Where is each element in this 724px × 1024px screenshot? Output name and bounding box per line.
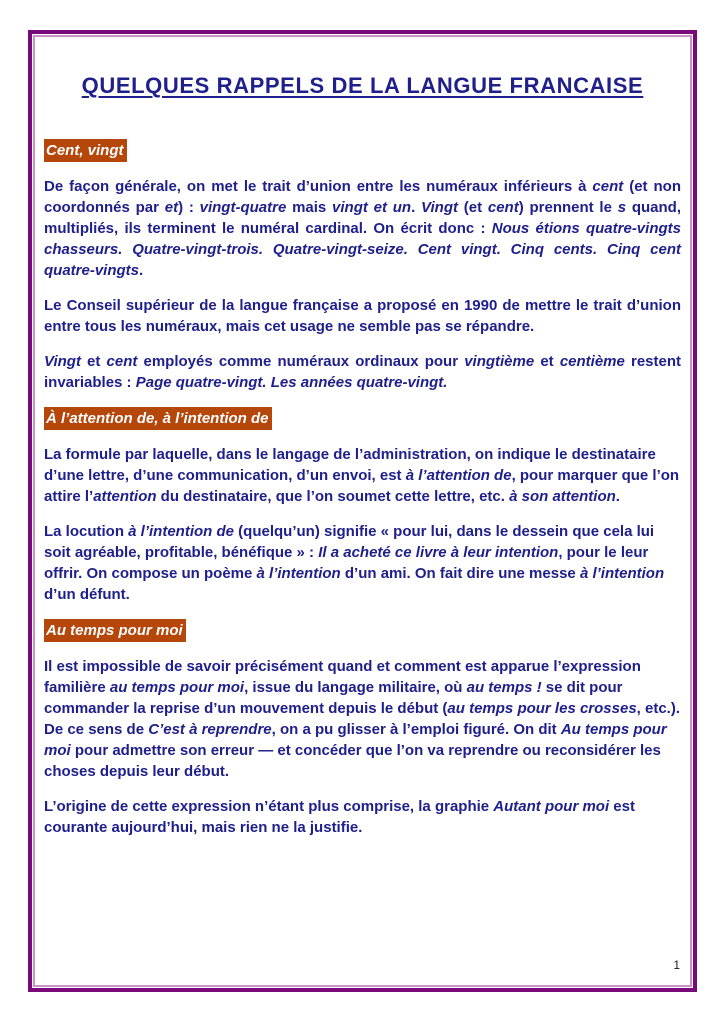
paragraph-locution-intention: La locution à l’intention de (quelqu’un) signifie « pour lui, dans le dessein que cela lui soit agréable, profitable, bénéfique » : Il a acheté ce livre à leur intention, pour le leur offrir. On compose un poème à l’intention d’un ami. On fait dire une messe à l’intention d’un défunt. [44,523,665,603]
document-content [35,37,690,985]
paragraph-trait-union: De façon générale, on met le trait d’union entre les numéraux inférieurs à cent (et non coordonnés par et) : vingt-quatre mais vingt et un. Vingt (et cent) prennent le s quand, multipliés, ils terminent le numéral cardinal. On écrit donc : Nous étions quatre-vingts chasseurs. Quatre-vingt-trois. Quatre-vingt-seize. Cent vingt. Cinq cents. Cinq cent quatre-vingts. [44,178,682,279]
page-border [28,30,697,992]
page-border-inner [33,35,692,987]
section-heading-label: Cent, vingt [44,139,127,162]
paragraph-expression-militaire: Il est impossible de savoir précisément quand et comment est apparue l’expression familière au temps pour moi, issue du langage militaire, où au temps ! se dit pour commander la reprise d’un mouvement depuis le début (au temps pour les crosses, etc.). De ce sens de C’est à reprendre, on a pu glisser à l’emploi figuré. On dit Au temps pour moi pour admettre son erreur — et concéder que l’on va reprendre ou reconsidérer les choses depuis leur début. [44,658,681,780]
document-title: QUELQUES RAPPELS DE LA LANGUE FRANCAISE [81,73,644,98]
section-heading-label: Au temps pour moi [44,619,186,642]
paragraph-numeraux-ordinaux: Vingt et cent employés comme numéraux ordinaux pour vingtième et centième restent invariables : Page quatre-vingt. Les années quatre-vingt. [44,353,681,391]
section-heading-attention-intention [44,407,681,430]
page-number: 1 [673,958,680,972]
paragraph-autant-pour-moi: L’origine de cette expression n’étant plus comprise, la graphie Autant pour moi est courante aujourd’hui, mais rien ne la justifie. [44,798,635,836]
section-heading-cent-vingt [44,139,681,162]
section-heading-au-temps-pour-moi [44,619,681,642]
paragraph-conseil-superieur: Le Conseil supérieur de la langue française a proposé en 1990 de mettre le trait d’union entre tous les numéraux, mais cet usage ne semble pas se répandre. [44,297,681,335]
section-heading-label: À l’attention de, à l’intention de [44,407,272,430]
paragraph-formule-administration: La formule par laquelle, dans le langage de l’administration, on indique le destinataire d’une lettre, d’une communication, d’un envoi, est à l’attention de, pour marquer que l’on attire l’attention du destinataire, que l’on soumet cette lettre, etc. à son attention. [44,446,680,505]
